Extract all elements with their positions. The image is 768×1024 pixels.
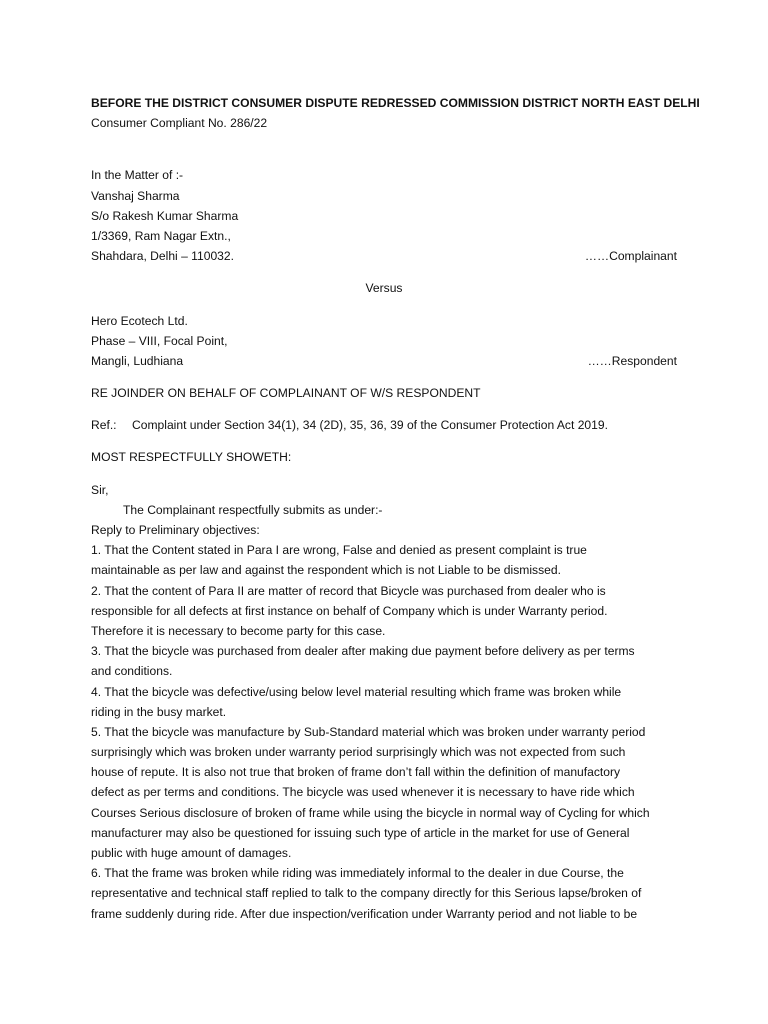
paragraph-line: 2. That the content of Para II are matter of record that Bicycle was purchased from dealer who is: [91, 583, 606, 598]
reply-heading: Reply to Preliminary objectives:: [91, 523, 260, 537]
paragraph-line: 1. That the Content stated in Para I are wrong, False and denied as present complaint is true: [91, 543, 587, 558]
paragraph-line: frame suddenly during ride. After due inspection/verification under Warranty period and not liable to be: [91, 906, 638, 921]
respondent-address-line1: Phase – VIII, Focal Point,: [91, 333, 228, 348]
paragraph-line: 4. That the bicycle was defective/using below level material resulting which frame was broken while: [91, 684, 622, 699]
complainant-address-row: [91, 246, 677, 266]
paragraph-line: public with huge amount of damages.: [91, 846, 292, 860]
paragraph-line: 5. That the bicycle was manufacture by Sub-Standard material which was broken under warranty period: [91, 724, 646, 739]
paragraph-line: house of repute. It is also not true that broken of frame don’t fall within the definition of manufactory: [91, 765, 621, 780]
paragraph-line: 6. That the frame was broken while riding was immediately informal to the dealer in due Course, the: [91, 866, 624, 881]
complainant-address-line2: Shahdara, Delhi – 110032.: [91, 249, 234, 264]
paragraph-line: maintainable as per law and against the respondent which is not Liable to be dismissed.: [91, 563, 561, 578]
paragraph-line: responsible for all defects at first instance on behalf of Company which is under Warranty period.: [91, 603, 608, 618]
complainant-role: ……Complainant: [584, 249, 677, 264]
respondent-address-row: [91, 351, 677, 371]
complainant-parent: S/o Rakesh Kumar Sharma: [91, 208, 239, 223]
reference-label: Ref.:: [91, 418, 117, 433]
paragraph-line: riding in the busy market.: [91, 704, 227, 719]
document-page: [91, 93, 700, 924]
respondent-name: Hero Ecotech Ltd.: [91, 313, 188, 328]
paragraph-line: manufacturer may also be questioned for issuing such type of article in the market for use of General: [91, 825, 630, 840]
complainant-name: Vanshaj Sharma: [91, 188, 180, 203]
versus-label: Versus: [365, 281, 403, 296]
paragraph-line: defect as per terms and conditions. The bicycle was used whenever it is necessary to have ride which: [91, 785, 635, 800]
rejoinder-title: RE JOINDER ON BEHALF OF COMPLAINANT OF W/S RESPONDENT: [91, 386, 481, 401]
court-heading: BEFORE THE DISTRICT CONSUMER DISPUTE REDRESSED COMMISSION DISTRICT NORTH EAST DELHI: [91, 96, 700, 110]
showeth-heading: MOST RESPECTFULLY SHOWETH:: [91, 450, 292, 465]
paragraph-body: [91, 540, 677, 924]
complainant-address-line1: 1/3369, Ram Nagar Extn.,: [91, 228, 231, 243]
reference-line: [91, 415, 677, 435]
paragraph-line: Therefore it is necessary to become party for this case.: [91, 623, 386, 638]
complaint-number: Consumer Compliant No. 286/22: [91, 116, 268, 131]
paragraph-line: 3. That the bicycle was purchased from dealer after making due payment before delivery as per terms: [91, 644, 635, 659]
submits-line: The Complainant respectfully submits as under:-: [123, 502, 383, 517]
paragraph-line: representative and technical staff replied to talk to the company directly for this Serious lapse/broken of: [91, 886, 642, 901]
reference-text: Complaint under Section 34(1), 34 (2D), 35, 36, 39 of the Consumer Protection Act 2019.: [132, 418, 608, 433]
paragraph-line: Courses Serious disclosure of broken of frame while using the bicycle in normal way of Cycling for which: [91, 805, 650, 820]
salutation: Sir,: [91, 482, 109, 497]
respondent-role: ……Respondent: [587, 353, 677, 368]
respondent-address-line2: Mangli, Ludhiana: [91, 353, 184, 368]
matter-of-label: In the Matter of :-: [91, 168, 184, 183]
paragraph-line: surprisingly which was broken under warranty period surprisingly which was not expected from such: [91, 745, 626, 760]
paragraph-line: and conditions.: [91, 664, 173, 679]
